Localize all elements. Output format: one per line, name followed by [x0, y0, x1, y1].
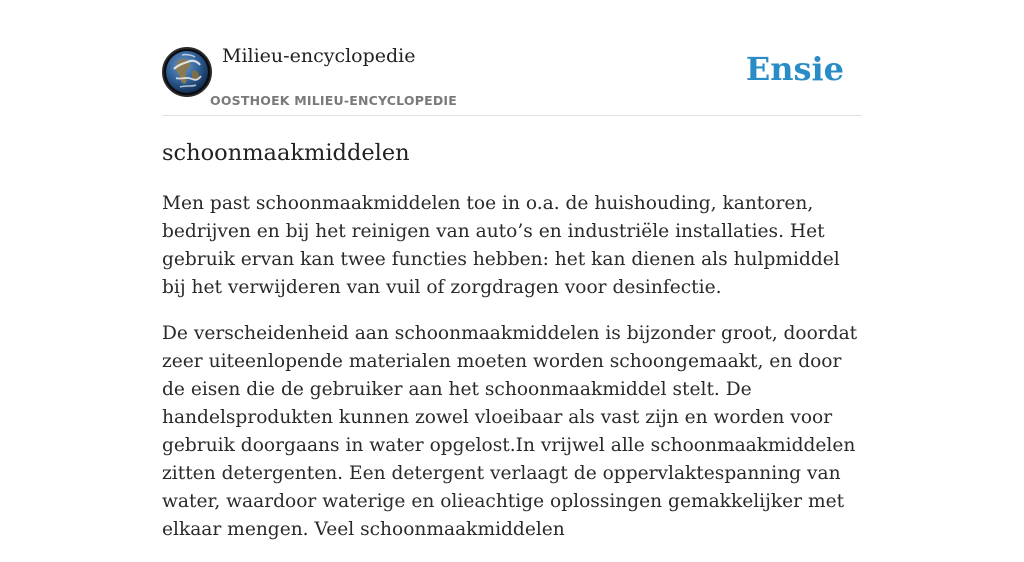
site-subtitle[interactable]: OOSTHOEK MILIEU-ENCYCLOPEDIE	[210, 93, 457, 108]
ensie-logo-link[interactable]: Ensie	[745, 50, 844, 88]
site-header	[162, 40, 862, 116]
earth-globe-icon[interactable]	[162, 47, 212, 97]
header-divider	[162, 115, 862, 116]
article-title: schoonmaakmiddelen	[162, 140, 410, 166]
article-paragraph: De verscheidenheid aan schoonmaakmiddelen is bijzonder groot, doordat zeer uiteenlopende materialen moeten worden schoongemaakt, en door de eisen die de gebruiker aan het schoonmaakmiddel stelt. De handelsprodukten kunnen zowel vloeibaar als vast zijn en worden voor gebruik doorgaans in water opgelost.In vrijwel alle schoonmaakmiddelen zitten detergenten. Een detergent verlaagt de oppervlaktespanning van water, waardoor waterige en olieachtige oplossingen gemakkelijker met elkaar mengen. Veel schoonmaakmiddelen	[162, 323, 858, 540]
article-paragraph: Men past schoonmaakmiddelen toe in o.a. de huishouding, kantoren, bedrijven en bij het reinigen van auto’s en industriële installaties. Het gebruik ervan kan twee functies hebben: het kan dienen als hulpmiddel bij het verwijderen van vuil of zorgdragen voor desinfectie.	[162, 193, 840, 298]
site-name[interactable]: Milieu-encyclopedie	[222, 45, 416, 67]
article	[162, 140, 862, 562]
